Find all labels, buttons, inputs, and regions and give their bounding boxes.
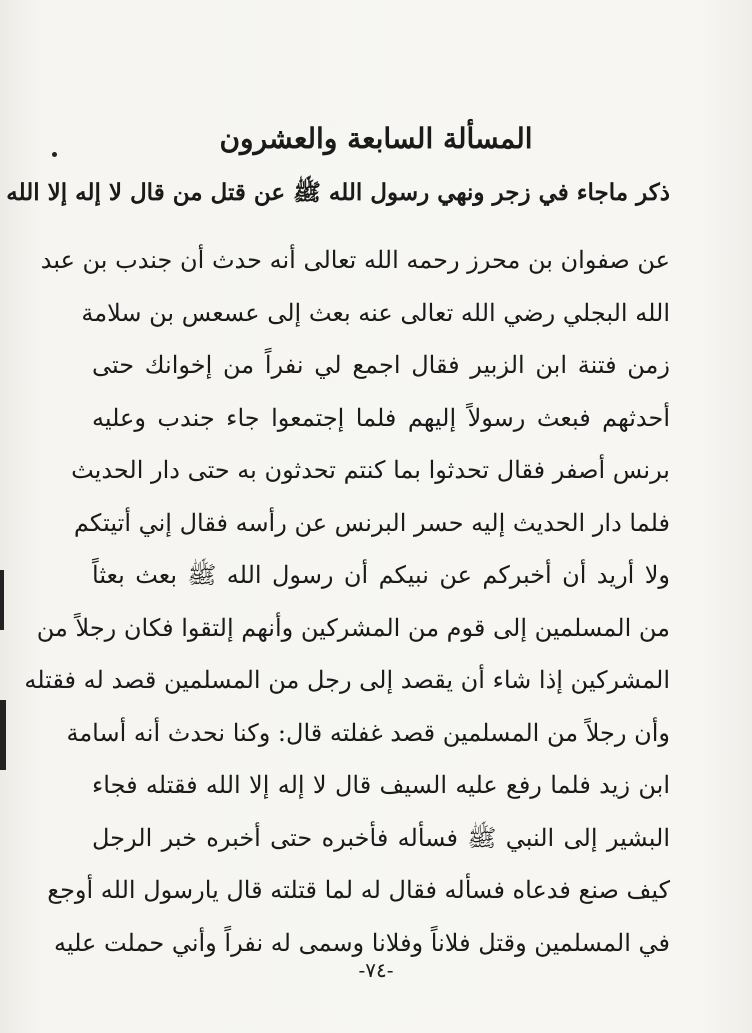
text-line: ولا أريد أن أخبركم عن نبيكم أن رسول الله ﷺ بعث بعثاً (92, 561, 671, 589)
text-line: الله البجلي رضي الله تعالى عنه بعث إلى عسعس بن سلامة (81, 298, 670, 327)
chapter-subtitle: ذكر ماجاء في زجر ونهي رسول الله ﷺ عن قتل من قال لا إله إلا الله (6, 179, 670, 206)
text-line: أحدثهم فبعث رسولاً إليهم فلما إجتمعوا جاء جندب وعليه (92, 403, 670, 432)
body-text (24, 234, 671, 969)
chapter-title: المسألة السابعة والعشرون (219, 122, 533, 155)
text-line: وأن رجلاً من المسلمين قصد غفلته قال: وكنا نحدث أنه أسامة (66, 718, 670, 747)
scan-edge-mark (0, 700, 6, 770)
text-line: المشركين إذا شاء أن يقصد إلى رجل من المسلمين قصد له فقتله (24, 666, 670, 694)
page-number: -٧٤- (358, 958, 394, 982)
text-line: كيف صنع فدعاه فسأله فقال له لما قتلته قال يارسول الله أوجع (47, 876, 670, 904)
text-line: البشير إلى النبي ﷺ فسأله فأخبره حتى أخبره خبر الرجل (92, 823, 670, 852)
scan-edge-mark (0, 570, 4, 630)
text-line: فلما دار الحديث إليه حسر البرنس عن رأسه فقال إني أتيتكم (73, 508, 670, 537)
text-line: ابن زيد فلما رفع عليه السيف قال لا إله إلا الله فقتله فجاء (92, 771, 670, 799)
text-line: برنس أصفر فقال تحدثوا بما كنتم تحدثون به حتى دار الحديث (71, 456, 670, 484)
text-line: من المسلمين إلى قوم من المشركين وأنهم إلتقوا فكان رجلاً من (36, 613, 670, 642)
text-line: زمن فتنة ابن الزبير فقال اجمع لي نفراً من إخوانك حتى (92, 351, 670, 379)
text-line: عن صفوان بن محرز رحمه الله تعالى أنه حدث أن جندب بن عبد (40, 246, 670, 274)
text-line: في المسلمين وقتل فلاناً وفلانا وسمى له نفراً وأني حملت عليه (53, 928, 670, 957)
